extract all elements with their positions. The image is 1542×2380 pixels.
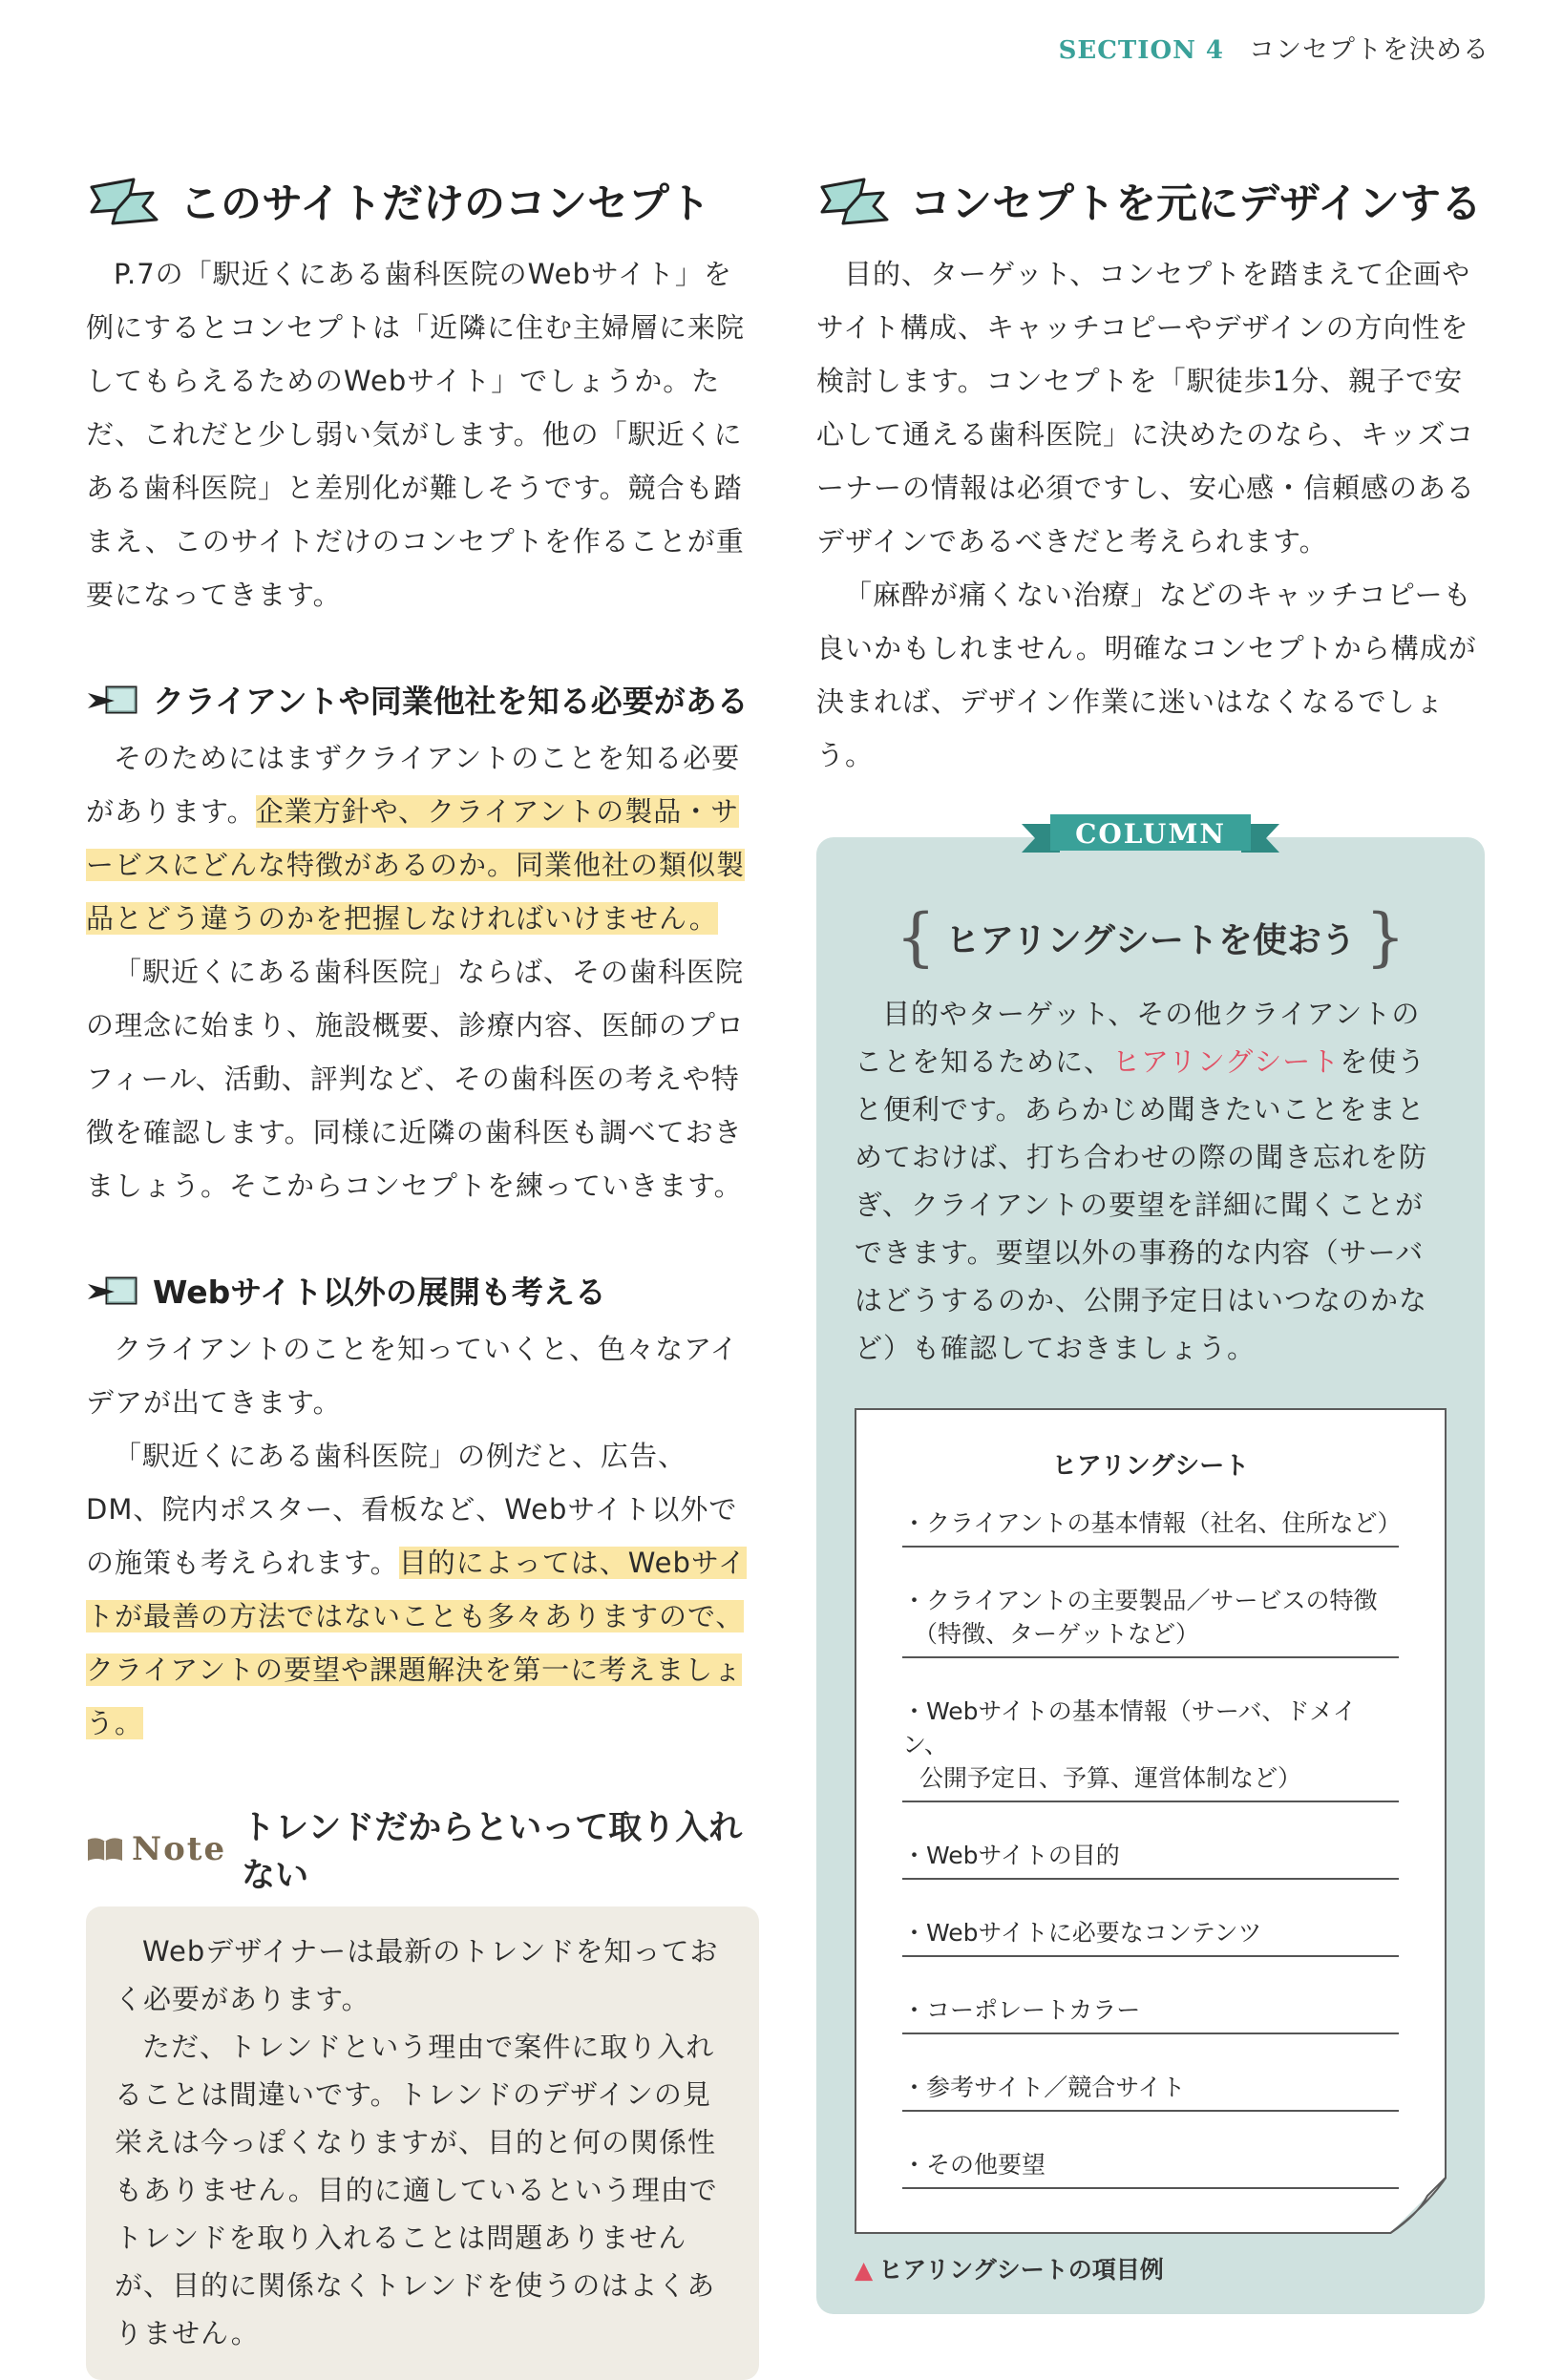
subheading-beyond-web [86, 1268, 759, 1313]
page-curl-icon [1389, 2177, 1447, 2234]
section-title: コンセプトを決める [1249, 35, 1489, 65]
paragraph [86, 1429, 759, 1750]
sheet-item [902, 1569, 1399, 1658]
pen-icon [86, 684, 139, 716]
text: そのためにはまずクライアントのことを知る必要があります。 [86, 742, 741, 828]
sheet-item [902, 1901, 1399, 1957]
right-column [816, 167, 1485, 2314]
column-title [855, 900, 1447, 974]
subheading-text: クライアントや同業他社を知る必要がある [153, 683, 749, 720]
highlighted-text: 目的によっては、Webサイトが最善の方法ではないことも多々ありますので、クライアントの要望や課題解決を第一に考えましょう。 [86, 1547, 747, 1739]
sheet-item-line: ・Webサイトの目的 [902, 1842, 1120, 1869]
note-paragraph: ただ、トレンドという理由で案件に取り入れることは間違いです。トレンドのデザインの見栄えは今っぽくなりますが、目的と何の関係性もありません。目的に適しているという理由でトレンドを取り入れることは問題ありませんが、目的に関係なくトレンドを使うのはよくありません。 [115, 2031, 718, 2349]
sheet-item-line: ・参考サイト／競合サイト [902, 2074, 1186, 2101]
sheet-item-line: ・クライアントの基本情報（社名、住所など） [902, 1509, 1402, 1537]
note-paragraph: Webデザイナーは最新のトレンドを知っておく必要があります。 [115, 1935, 719, 2015]
sheet-title: ヒアリングシート [1051, 1452, 1250, 1481]
triangle-icon: ▲ [855, 2256, 874, 2284]
sheet-item-line: 公開予定日、予算、運営体制など） [919, 1764, 1302, 1792]
sheet-item [902, 1978, 1399, 2034]
note-tag [86, 1830, 226, 1868]
hearing-sheet [855, 1408, 1447, 2234]
brace-right-icon: } [1364, 900, 1405, 974]
column-ribbon [1022, 811, 1279, 860]
note-header [86, 1801, 759, 1897]
paragraph: クライアントのことを知っていくと、色々なアイデアが出てきます。 [86, 1333, 739, 1419]
book-icon [86, 1836, 124, 1863]
flag-icon [86, 174, 162, 227]
sheet-item [902, 1823, 1399, 1880]
paragraph [86, 731, 759, 945]
paragraph: P.7の「駅近くにある歯科医院のWebサイト」を例にするとコンセプトは「近隣に住む主婦層に来院してもらえるためのWebサイト」でしょうか。ただ、これだと少し弱い気がします。他の「駅近くにある歯科医院」と差別化が難しそうです。競合も踏まえ、このサイトだけのコンセプトを作ることが重要になってきます。 [86, 258, 746, 611]
sheet-item-line: ・Webサイトの基本情報（サーバ、ドメイン、 [902, 1697, 1357, 1759]
column-title-text: ヒアリングシートを使おう [945, 920, 1356, 960]
sheet-item-line: ・その他要望 [902, 2151, 1046, 2179]
pen-icon [86, 1274, 139, 1307]
sheet-item-line: （特徴、ターゲットなど） [914, 1620, 1200, 1648]
paragraph: 「麻酔が痛くない治療」などのキャッチコピーも良いかもしれません。明確なコンセプトから構成が決まれば、デザイン作業に迷いはなくなるでしょう。 [816, 579, 1477, 771]
sheet-item-line: ・クライアントの主要製品／サービスの特徴 [902, 1587, 1378, 1614]
paragraph: 目的、ターゲット、コンセプトを踏まえて企画やサイト構成、キャッチコピーやデザインの方向性を検討します。コンセプトを「駅徒歩1分、親子で安心して通える歯科医院」に決めたのなら、キッズコーナーの情報は必須ですし、安心感・信頼感のあるデザインであるべきだと考えられます。 [816, 258, 1476, 558]
caption-text: ヒアリングシートの項目例 [878, 2256, 1164, 2284]
page-header [1059, 29, 1489, 66]
sheet-item [902, 2055, 1399, 2112]
brace-left-icon: { [896, 900, 937, 974]
heading-site-concept [86, 167, 759, 234]
flag-icon [816, 174, 893, 227]
note-tag-text: Note [132, 1830, 227, 1868]
note-title: トレンドだからといって取り入れない [242, 1809, 743, 1895]
emphasis-text: ヒアリングシート [1112, 1045, 1341, 1078]
note-box [86, 1906, 759, 2380]
heading-text: コンセプトを元にデザインする [910, 179, 1482, 228]
sheet-item [902, 1679, 1399, 1802]
text: を使うと便利です。あらかじめ聞きたいことをまとめておけば、打ち合わせの際の聞き忘れを防ぎ、クライアントの要望を詳細に聞くことができます。要望以外の事務的な内容（サーバはどうするのか、公開予定日はいつなのかなど）も確認しておきましょう。 [855, 1045, 1428, 1364]
paragraph: 「駅近くにある歯科医院」ならば、その歯科医院の理念に始まり、施設概要、診療内容、医師のプロフィール、活動、評判など、その歯科医の考えや特徴を確認します。同様に近隣の歯科医も調べておきましょう。そこからコンセプトを練っていきます。 [86, 956, 746, 1202]
text: 目的やターゲット、その他クライアントのことを知るために、 [855, 998, 1421, 1078]
highlighted-text: 企業方針や、クライアントの製品・サービスにどんな特徴があるのか。同業他社の類似製品とどう違うのかを把握しなければいけません。 [86, 795, 746, 935]
subheading-text: Webサイト以外の展開も考える [153, 1274, 606, 1311]
heading-text: このサイトだけのコンセプト [180, 179, 710, 228]
sheet-item-line: ・Webサイトに必要なコンテンツ [902, 1919, 1262, 1947]
sheet-item-line: ・コーポレートカラー [902, 1996, 1141, 2024]
left-column [86, 167, 759, 2380]
text: 「駅近くにある歯科医院」の例だと、広告、DM、院内ポスター、看板など、Webサイト以外での施策も考えられます。 [86, 1440, 738, 1579]
sheet-item [902, 1491, 1402, 1548]
column-paragraph [855, 990, 1447, 1372]
section-label: SECTION 4 [1058, 36, 1224, 65]
subheading-know-client [86, 677, 759, 722]
sheet-caption [855, 2251, 1447, 2285]
column-box [816, 818, 1485, 2314]
heading-design-from-concept [816, 167, 1485, 234]
sheet-item [902, 2133, 1399, 2189]
column-label: COLUMN [1075, 818, 1226, 850]
